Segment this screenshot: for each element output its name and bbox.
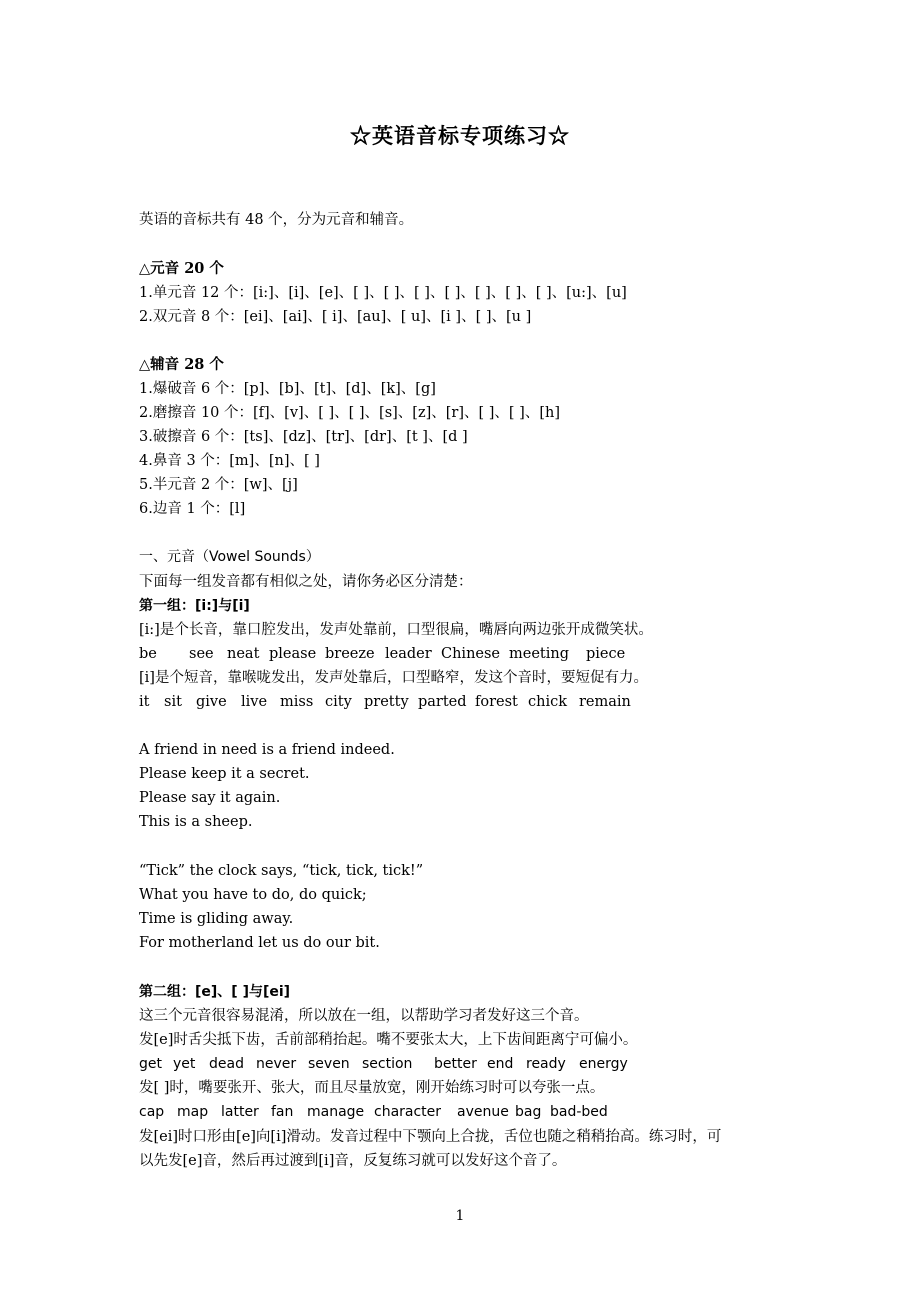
group2-words-e [139, 1054, 628, 1074]
word: manage [307, 1104, 365, 1120]
consonant-item: 5.半元音 2 个：[w]、[j] [139, 477, 298, 493]
group2-desc-ei: 发[ei]时口形由[e]向[i]滑动。发音过程中下颚向上合拢，舌位也随之稍稍抬高。练习时，可 [139, 1129, 722, 1145]
word: section [362, 1056, 413, 1072]
word: meeting [509, 646, 569, 662]
group2-desc-ei-cont: 以先发[e]音，然后再过渡到[i]音，反复练习就可以发好这个音了。 [139, 1153, 567, 1169]
word: energy [579, 1056, 628, 1072]
word: cap [139, 1104, 165, 1120]
rhyme-line: Time is gliding away. [139, 911, 294, 927]
page-number: 1 [455, 1208, 465, 1224]
word: end [487, 1056, 514, 1072]
page-title: ☆英语音标专项练习☆ [350, 123, 570, 148]
diphthongs-line: 2.双元音 8 个：[ei]、[ai]、[ i]、[au]、[ u]、[i ]、[ ]、[u ] [139, 309, 532, 325]
word: latter [221, 1104, 259, 1120]
consonant-item: 4.鼻音 3 个：[m]、[n]、[ ] [139, 453, 320, 469]
word: sit [164, 694, 182, 710]
word: see [189, 646, 214, 662]
group2-desc-e: 发[e]时舌尖抵下齿，舌前部稍抬起。嘴不要张太大，上下齿间距离宁可偏小。 [139, 1032, 638, 1048]
word: yet [173, 1056, 196, 1072]
word: character [374, 1104, 442, 1120]
monophthongs-line: 1.单元音 12 个：[i:]、[i]、[e]、[ ]、[ ]、[ ]、[ ]、[ ]、[ ]、[ ]、[u:]、[u] [139, 285, 627, 301]
word: bag [515, 1104, 542, 1120]
word: piece [586, 646, 626, 662]
section1-heading: 一、元音（Vowel Sounds） [139, 549, 320, 565]
word: Chinese [441, 646, 501, 662]
word: ready [526, 1056, 566, 1072]
group2-words-ae [139, 1102, 608, 1122]
group1-words-long [139, 644, 625, 664]
word: miss [280, 694, 314, 710]
group1-desc-long: [i:]是个长音，靠口腔发出，发声处靠前，口型很扁，嘴唇向两边张开成微笑状。 [139, 622, 653, 638]
consonant-item: 6.边音 1 个：[l] [139, 501, 246, 517]
word: better [434, 1056, 477, 1072]
word: seven [308, 1056, 350, 1072]
group2-desc-ae: 发[ ]时，嘴要张开、张大，而且尽量放宽，刚开始练习时可以夸张一点。 [139, 1080, 605, 1096]
word: avenue [457, 1104, 509, 1120]
group1-words-short [139, 692, 631, 712]
consonant-item: 2.磨擦音 10 个：[f]、[v]、[ ]、[ ]、[s]、[z]、[r]、[ ]、[ ]、[h] [139, 405, 560, 421]
word: parted [418, 694, 467, 710]
sentence: Please say it again. [139, 790, 281, 806]
word: map [177, 1104, 209, 1120]
sentence: This is a sheep. [139, 814, 253, 830]
word: never [256, 1056, 297, 1072]
word: fan [271, 1104, 294, 1120]
word: breeze [325, 646, 375, 662]
rhyme-line: For motherland let us do our bit. [139, 935, 380, 951]
word: give [196, 694, 227, 710]
word: be [139, 646, 157, 662]
consonants-heading: △辅音 28 个 [139, 356, 224, 373]
word: please [269, 646, 317, 662]
sentence: Please keep it a secret. [139, 766, 310, 782]
word: pretty [364, 694, 409, 710]
word: neat [227, 646, 260, 662]
word: get [139, 1056, 162, 1072]
intro-text: 英语的音标共有 48 个，分为元音和辅音。 [139, 212, 414, 228]
group2-heading: 第二组：[e]、[ ]与[ei] [139, 984, 291, 1000]
vowels-heading: △元音 20 个 [139, 260, 224, 277]
word: live [241, 694, 268, 710]
word: forest [475, 694, 518, 710]
consonant-item: 3.破擦音 6 个：[ts]、[dz]、[tr]、[dr]、[t ]、[d ] [139, 429, 468, 445]
word: leader [385, 646, 432, 662]
word: dead [209, 1056, 244, 1072]
word: remain [579, 694, 631, 710]
word: it [139, 694, 150, 710]
group2-intro: 这三个元音很容易混淆，所以放在一组，以帮助学习者发好这三个音。 [139, 1008, 589, 1024]
sentence: A friend in need is a friend indeed. [139, 742, 395, 758]
consonant-item: 1.爆破音 6 个：[p]、[b]、[t]、[d]、[k]、[g] [139, 381, 436, 397]
word: bad-bed [550, 1104, 608, 1120]
rhyme-line: “Tick” the clock says, “tick, tick, tick!” [139, 863, 424, 879]
group1-heading: 第一组：[i:]与[i] [139, 598, 250, 614]
group1-desc-short: [i]是个短音，靠喉咙发出，发声处靠后，口型略窄，发这个音时，要短促有力。 [139, 670, 648, 686]
word: chick [528, 694, 568, 710]
word: city [325, 694, 352, 710]
section1-intro: 下面每一组发音都有相似之处，请你务必区分清楚： [139, 574, 473, 590]
rhyme-line: What you have to do, do quick; [139, 887, 367, 903]
